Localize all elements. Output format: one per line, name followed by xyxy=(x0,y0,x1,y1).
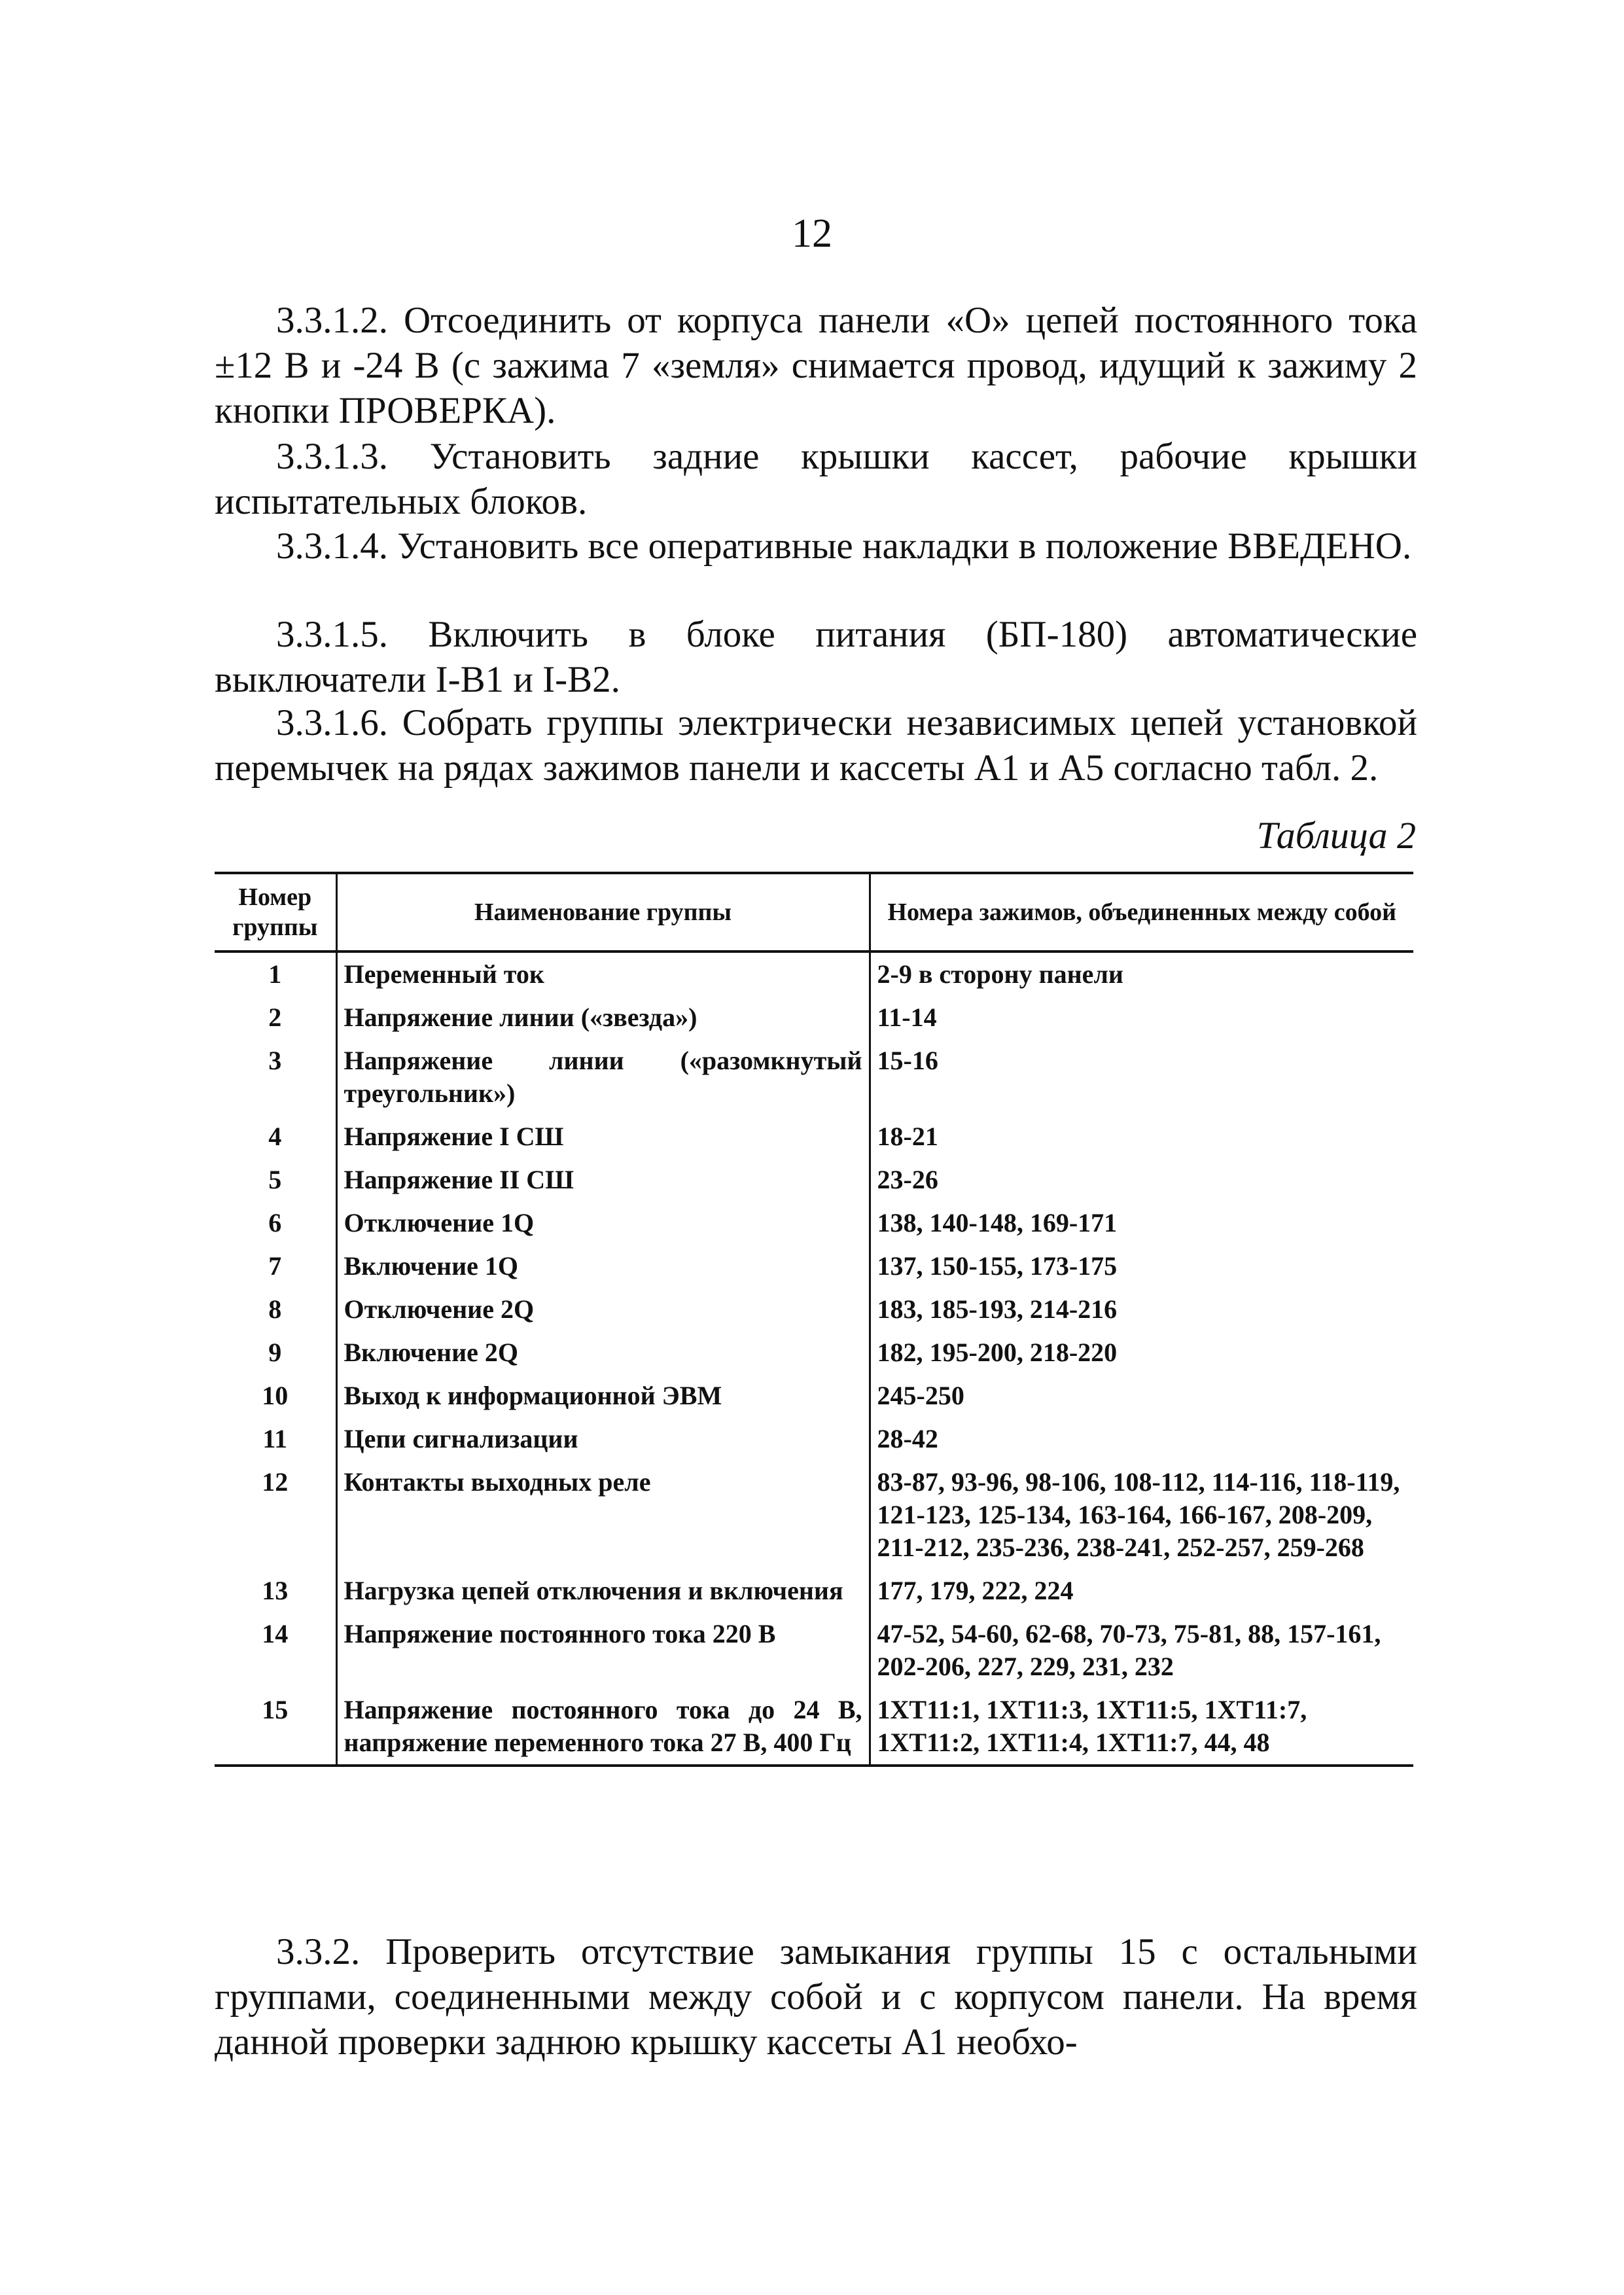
header-group-name: Наименование группы xyxy=(336,873,870,952)
cell-number: 11 xyxy=(262,1424,288,1453)
table-row xyxy=(215,996,1413,1039)
paragraph-number: 3.3.1.4. xyxy=(276,525,388,567)
cell-name: Включение 1Q xyxy=(336,1245,870,1288)
cell-name: Напряжение постоянного тока до 24 В, напряжение переменного тока 27 В, 400 Гц xyxy=(336,1688,870,1766)
cell-name: Напряжение линии («разомкнутый треугольник») xyxy=(336,1039,870,1115)
cell-number: 15 xyxy=(215,1688,336,1766)
cell-name: Напряжение II СШ xyxy=(336,1158,870,1201)
cell-name: Включение 2Q xyxy=(336,1331,870,1374)
table-row xyxy=(215,1688,1413,1766)
cell-name: Отключение 2Q xyxy=(336,1288,870,1331)
paragraph-text: Включить в блоке питания (БП-180) автоматические выключатели I-B1 и I-B2. xyxy=(215,614,1417,700)
cell-number: 8 xyxy=(268,1294,282,1324)
table-row xyxy=(215,1201,1413,1245)
cell-number: 12 xyxy=(262,1467,289,1497)
paragraph-number: 3.3.1.6. xyxy=(276,702,388,743)
table-caption: Таблица 2 xyxy=(1256,814,1416,857)
cell-number: 9 xyxy=(268,1338,282,1367)
cell-name: Напряжение I СШ xyxy=(336,1115,870,1158)
table-row xyxy=(215,1461,1413,1569)
cell-terminals: 2-9 в сторону панели xyxy=(870,952,1413,996)
paragraph-number: 3.3.2. xyxy=(276,1931,361,1972)
paragraph-text: Установить все оперативные накладки в положение ВВЕДЕНО. xyxy=(397,525,1412,567)
table-row xyxy=(215,1039,1413,1115)
cell-terminals: 1XT11:1, 1XT11:3, 1XT11:5, 1XT11:7, 1XT11:2, 1XT11:4, 1XT11:7, 44, 48 xyxy=(870,1688,1413,1766)
header-terminals: Номера зажимов, объединенных между собой xyxy=(870,873,1413,952)
table-row xyxy=(215,1158,1413,1201)
paragraph-text: Установить задние крышки кассет, рабочие крышки испытательных блоков. xyxy=(215,436,1418,522)
table-row xyxy=(215,1288,1413,1331)
paragraph-text: Собрать группы электрически независимых цепей установкой перемычек на рядах зажимов панели и кассеты А1 и А5 согласно табл. 2. xyxy=(215,702,1417,789)
cell-number: 2 xyxy=(268,1003,282,1032)
cell-number: 3 xyxy=(268,1046,282,1075)
table-row xyxy=(215,1331,1413,1374)
paragraph-number: 3.3.1.2. xyxy=(276,300,388,341)
cell-number: 10 xyxy=(262,1381,289,1410)
table-row xyxy=(215,952,1413,996)
cell-terminals: 23-26 xyxy=(870,1158,1413,1201)
cell-terminals: 138, 140-148, 169-171 xyxy=(870,1201,1413,1245)
paragraph-3-3-1-4 xyxy=(215,524,1417,569)
cell-number: 13 xyxy=(262,1576,289,1605)
cell-number: 6 xyxy=(268,1208,282,1237)
cell-number: 4 xyxy=(268,1122,282,1151)
paragraph-text: Отсоединить от корпуса панели «О» цепей постоянного тока ±12 В и -24 В (с зажима 7 «земля» снимается провод, идущий к зажиму 2 кнопки ПРОВЕРКА). xyxy=(215,300,1417,431)
cell-terminals: 182, 195-200, 218-220 xyxy=(870,1331,1413,1374)
table-header-row xyxy=(215,873,1413,952)
cell-number: 14 xyxy=(262,1619,289,1648)
cell-number: 7 xyxy=(268,1251,282,1281)
groups-table xyxy=(215,872,1413,1767)
paragraph-3-3-1-2 xyxy=(215,298,1417,433)
cell-terminals: 137, 150-155, 173-175 xyxy=(870,1245,1413,1288)
cell-number: 1 xyxy=(268,959,282,989)
cell-name: Выход к информационной ЭВМ xyxy=(336,1374,870,1417)
paragraph-3-3-1-6 xyxy=(215,700,1417,791)
cell-terminals: 11-14 xyxy=(870,996,1413,1039)
cell-name: Нагрузка цепей отключения и включения xyxy=(336,1569,870,1612)
cell-name: Контакты выходных реле xyxy=(336,1461,870,1569)
table-row xyxy=(215,1245,1413,1288)
paragraph-3-3-2 xyxy=(215,1929,1417,2065)
cell-terminals: 83-87, 93-96, 98-106, 108-112, 114-116, 118-119, 121-123, 125-134, 163-164, 166-167, 208-209, 211-212, 235-236, 238-241, 252-257, 259-268 xyxy=(870,1461,1413,1569)
cell-name: Переменный ток xyxy=(336,952,870,996)
table-row xyxy=(215,1115,1413,1158)
paragraph-text: Проверить отсутствие замыкания группы 15 с остальными группами, соединенными между собой и с корпусом панели. На время данной проверки заднюю крышку кассеты А1 необхо- xyxy=(215,1931,1418,2063)
paragraph-number: 3.3.1.3. xyxy=(276,436,388,477)
page-number: 12 xyxy=(792,211,832,256)
cell-terminals: 245-250 xyxy=(870,1374,1413,1417)
table-row xyxy=(215,1374,1413,1417)
cell-terminals: 47-52, 54-60, 62-68, 70-73, 75-81, 88, 157-161, 202-206, 227, 229, 231, 232 xyxy=(870,1612,1413,1688)
cell-terminals: 183, 185-193, 214-216 xyxy=(870,1288,1413,1331)
cell-name: Цепи сигнализации xyxy=(336,1417,870,1461)
cell-name: Напряжение постоянного тока 220 В xyxy=(336,1612,870,1688)
table-row xyxy=(215,1612,1413,1688)
table-row xyxy=(215,1417,1413,1461)
paragraph-3-3-1-3 xyxy=(215,434,1417,524)
cell-terminals: 177, 179, 222, 224 xyxy=(870,1569,1413,1612)
paragraph-3-3-1-5 xyxy=(215,612,1417,702)
cell-name: Отключение 1Q xyxy=(336,1201,870,1245)
header-group-number: Номер группы xyxy=(215,873,336,952)
cell-name: Напряжение линии («звезда») xyxy=(336,996,870,1039)
cell-number: 5 xyxy=(268,1165,282,1194)
cell-terminals: 15-16 xyxy=(870,1039,1413,1115)
cell-terminals: 28-42 xyxy=(870,1417,1413,1461)
paragraph-number: 3.3.1.5. xyxy=(276,614,388,655)
table-row xyxy=(215,1569,1413,1612)
cell-terminals: 18-21 xyxy=(870,1115,1413,1158)
